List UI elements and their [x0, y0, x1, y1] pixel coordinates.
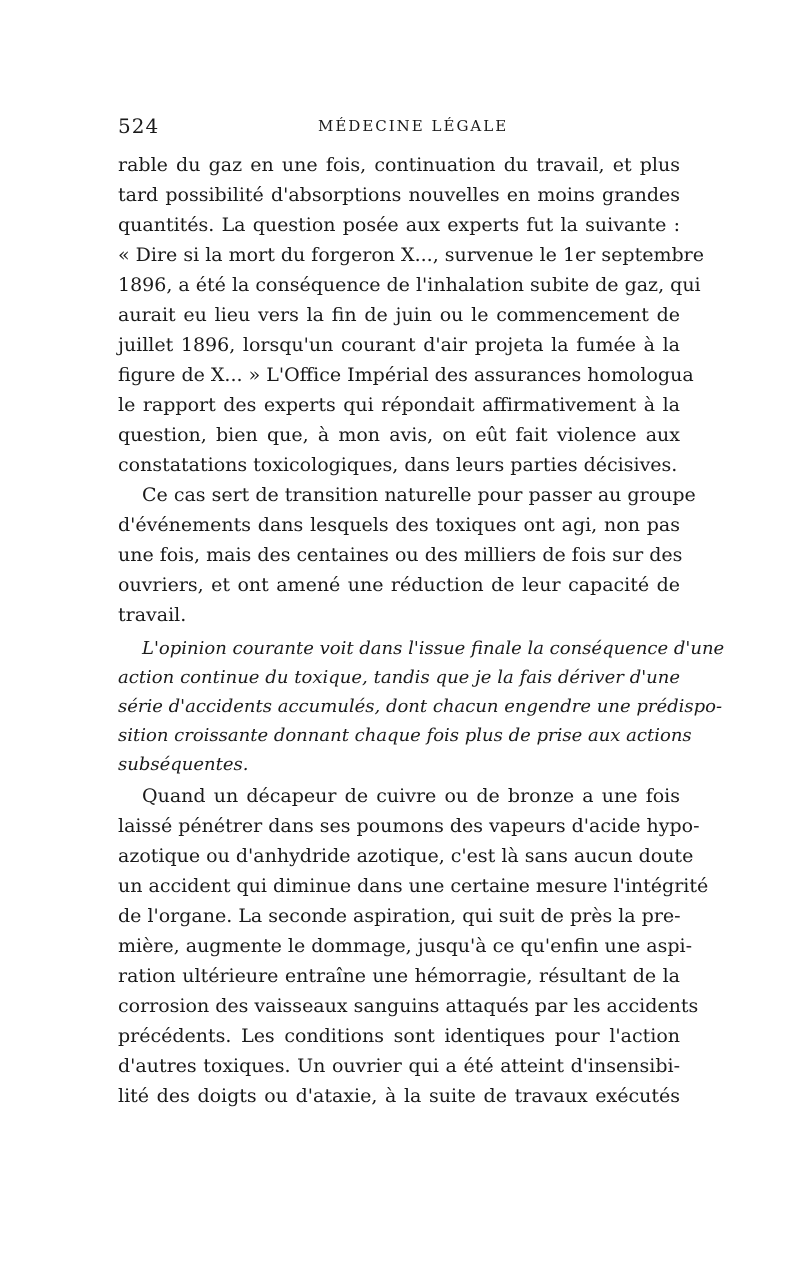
text-line: juillet 1896, lorsqu'un courant d'air projeta la fumée à la [118, 334, 680, 356]
text-line: corrosion des vaisseaux sanguins attaqués par les accidents [118, 995, 699, 1017]
text-line: mière, augmente le dommage, jusqu'à ce qu'enfin une aspi- [118, 935, 693, 957]
text-line: Ce cas sert de transition naturelle pour passer au groupe [142, 484, 696, 506]
text-line: précédents. Les conditions sont identiques pour l'action [118, 1025, 680, 1047]
text-line: figure de X... » L'Office Impérial des assurances homologua [118, 364, 694, 386]
text-line: d'autres toxiques. Un ouvrier qui a été atteint d'insensibi- [118, 1055, 680, 1077]
text-line: ouvriers, et ont amené une réduction de leur capacité de [118, 574, 680, 596]
text-line: L'opinion courante voit dans l'issue finale la conséquence d'une [142, 638, 725, 659]
text-line: « Dire si la mort du forgeron X..., survenue le 1er septembre [118, 244, 704, 266]
text-line: azotique ou d'anhydride azotique, c'est là sans aucun doute [118, 845, 694, 867]
paragraph-4 [118, 781, 709, 1111]
text-line: un accident qui diminue dans une certaine mesure l'intégrité [118, 875, 709, 897]
text-line: tard possibilité d'absorptions nouvelles en moins grandes [118, 184, 680, 206]
text-line: d'événements dans lesquels des toxiques ont agi, non pas [118, 514, 680, 536]
running-head: MÉDECINE LÉGALE [318, 117, 509, 135]
text-line: sition croissante donnant chaque fois plus de prise aux actions [118, 725, 692, 746]
body-text [118, 150, 725, 1111]
text-line: aurait eu lieu vers la fin de juin ou le commencement de [118, 304, 680, 326]
paragraph-1 [118, 150, 704, 480]
text-line: laissé pénétrer dans ses poumons des vapeurs d'acide hypo- [118, 815, 700, 837]
paragraph-2 [118, 480, 696, 630]
text-line: travail. [118, 604, 187, 626]
text-line: une fois, mais des centaines ou des milliers de fois sur des [118, 544, 683, 566]
text-line: Quand un décapeur de cuivre ou de bronze a une fois [142, 785, 680, 807]
text-line: action continue du toxique, tandis que je la fais dériver d'une [118, 667, 680, 688]
text-line: rable du gaz en une fois, continuation du travail, et plus [118, 154, 680, 176]
text-line: le rapport des experts qui répondait affirmativement à la [118, 394, 680, 416]
text-line: constatations toxicologiques, dans leurs parties décisives. [118, 454, 678, 476]
text-line: ration ultérieure entraîne une hémorragie, résultant de la [118, 965, 680, 987]
text-line: quantités. La question posée aux experts fut la suivante : [118, 214, 680, 236]
page-header [118, 114, 682, 140]
text-line: série d'accidents accumulés, dont chacun engendre une prédispo- [118, 696, 723, 717]
page-number: 524 [118, 114, 160, 138]
text-line: de l'organe. La seconde aspiration, qui suit de près la pre- [118, 905, 681, 927]
text-line: 1896, a été la conséquence de l'inhalation subite de gaz, qui [118, 274, 701, 296]
paragraph-3-italic [118, 634, 725, 779]
text-line: subséquentes. [118, 754, 249, 775]
text-line: lité des doigts ou d'ataxie, à la suite de travaux exécutés [118, 1085, 680, 1107]
text-line: question, bien que, à mon avis, on eût fait violence aux [118, 424, 680, 446]
